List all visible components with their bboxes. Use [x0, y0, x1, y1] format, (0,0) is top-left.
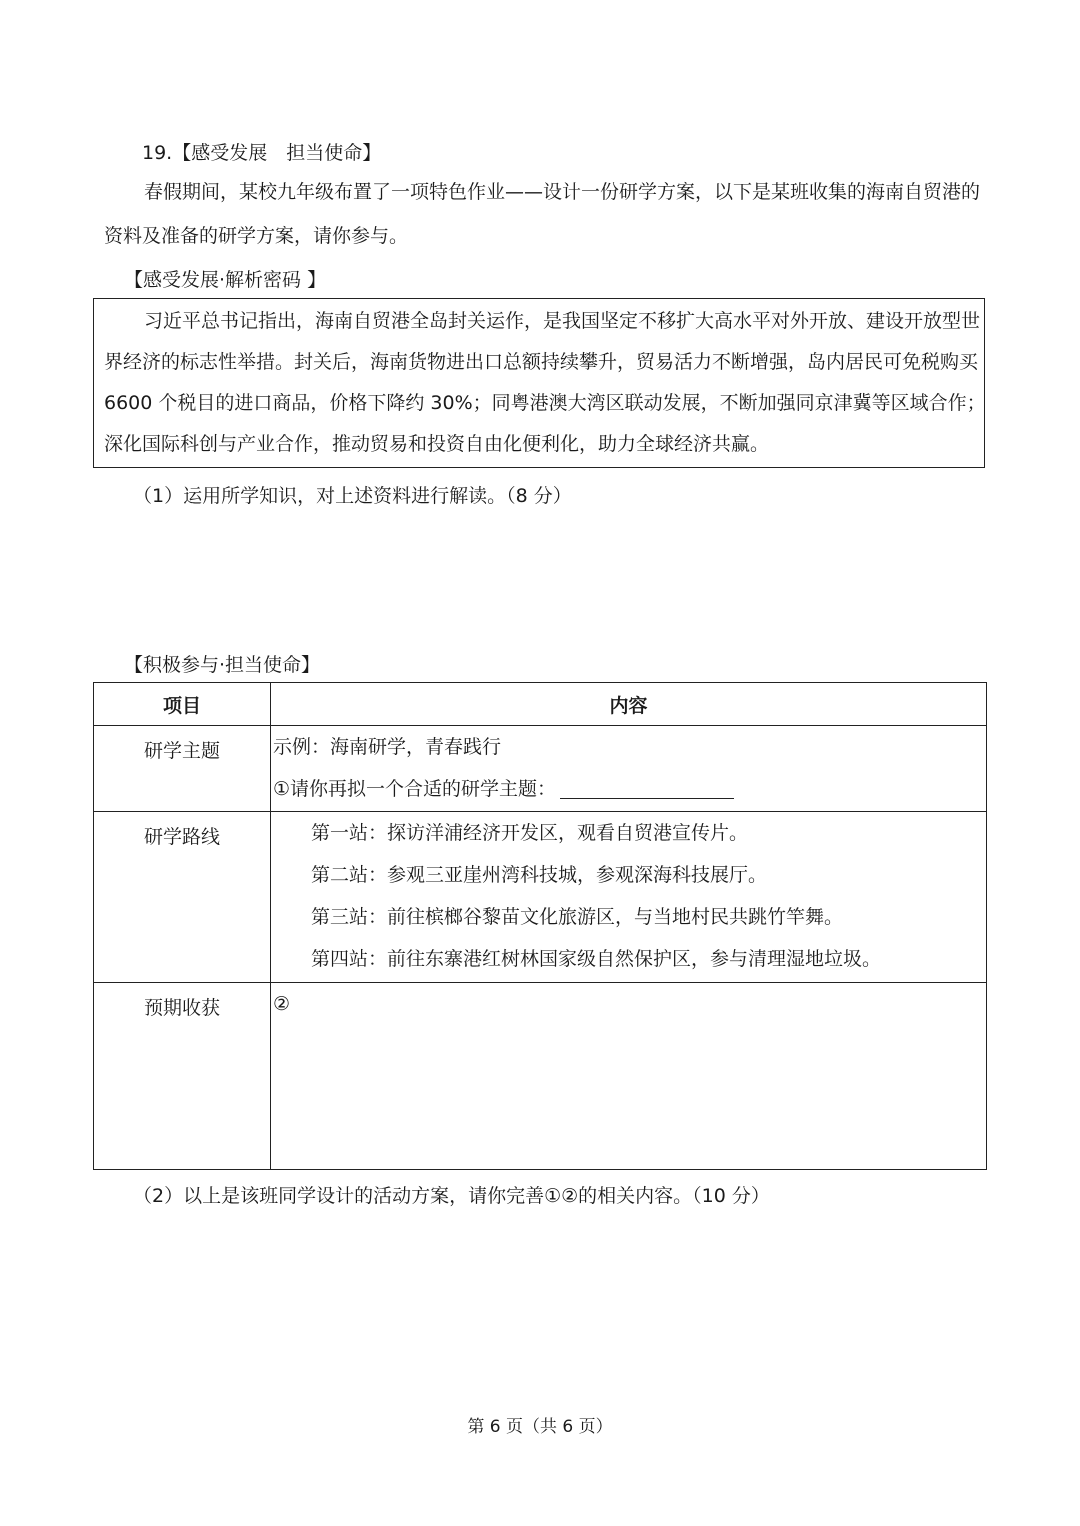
header-content: 内容 [271, 683, 987, 726]
materials-box [93, 298, 985, 468]
section2-title: 【积极参与·担当使命】 [124, 654, 321, 676]
route-stop: 第四站：前往东寨港红树林国家级自然保护区，参与清理湿地垃圾。 [311, 948, 882, 970]
route-content [271, 812, 987, 983]
intro-line: 资料及准备的研学方案，请你参与。 [104, 225, 409, 247]
section1-title: 【感受发展·解析密码 】 [124, 269, 327, 291]
page-footer: 第 6 页（共 6 页） [467, 1417, 613, 1437]
table-row-harvest [94, 983, 987, 1170]
harvest-marker: ② [273, 993, 291, 1015]
theme-answer-blank[interactable] [560, 776, 734, 799]
table-header-row [94, 683, 987, 726]
theme-example: 示例：海南研学，青春践行 [273, 736, 502, 758]
route-stop: 第三站：前往槟榔谷黎苗文化旅游区，与当地村民共跳竹竿舞。 [311, 906, 844, 928]
intro-paragraph [104, 170, 980, 258]
materials-line: 深化国际科创与产业合作，推动贸易和投资自由化便利化，助力全球经济共赢。 [104, 433, 770, 455]
intro-line: 春假期间，某校九年级布置了一项特色作业——设计一份研学方案，以下是某班收集的海南自贸港的 [144, 181, 981, 203]
harvest-label: 预期收获 [94, 983, 271, 1170]
theme-prompt: ①请你再拟一个合适的研学主题： [273, 778, 557, 800]
materials-line: 界经济的标志性举措。封关后，海南货物进出口总额持续攀升，贸易活力不断增强，岛内居民可免税购买 [104, 351, 979, 373]
route-stop: 第一站：探访洋浦经济开发区，观看自贸港宣传片。 [311, 822, 749, 844]
materials-line: 6600 个税目的进口商品，价格下降约 30%；同粤港澳大湾区联动发展，不断加强同京津冀等区域合作； [104, 392, 986, 414]
study-plan-table [93, 682, 987, 1170]
route-stop: 第二站：参观三亚崖州湾科技城，参观深海科技展厅。 [311, 864, 768, 886]
question-1: （1）运用所学知识，对上述资料进行解读。（8 分） [133, 485, 572, 507]
header-item: 项目 [94, 683, 271, 726]
theme-content [271, 726, 987, 812]
theme-label: 研学主题 [94, 726, 271, 812]
table-row-theme [94, 726, 987, 812]
question-heading: 19.【感受发展 担当使命】 [142, 142, 382, 164]
route-label: 研学路线 [94, 812, 271, 983]
question-2: （2）以上是该班同学设计的活动方案，请你完善①②的相关内容。（10 分） [133, 1185, 770, 1207]
harvest-content[interactable] [271, 983, 987, 1170]
materials-line: 习近平总书记指出，海南自贸港全岛封关运作，是我国坚定不移扩大高水平对外开放、建设开放型世 [144, 310, 981, 332]
table-row-route [94, 812, 987, 983]
theme-prompt-line [273, 768, 986, 810]
